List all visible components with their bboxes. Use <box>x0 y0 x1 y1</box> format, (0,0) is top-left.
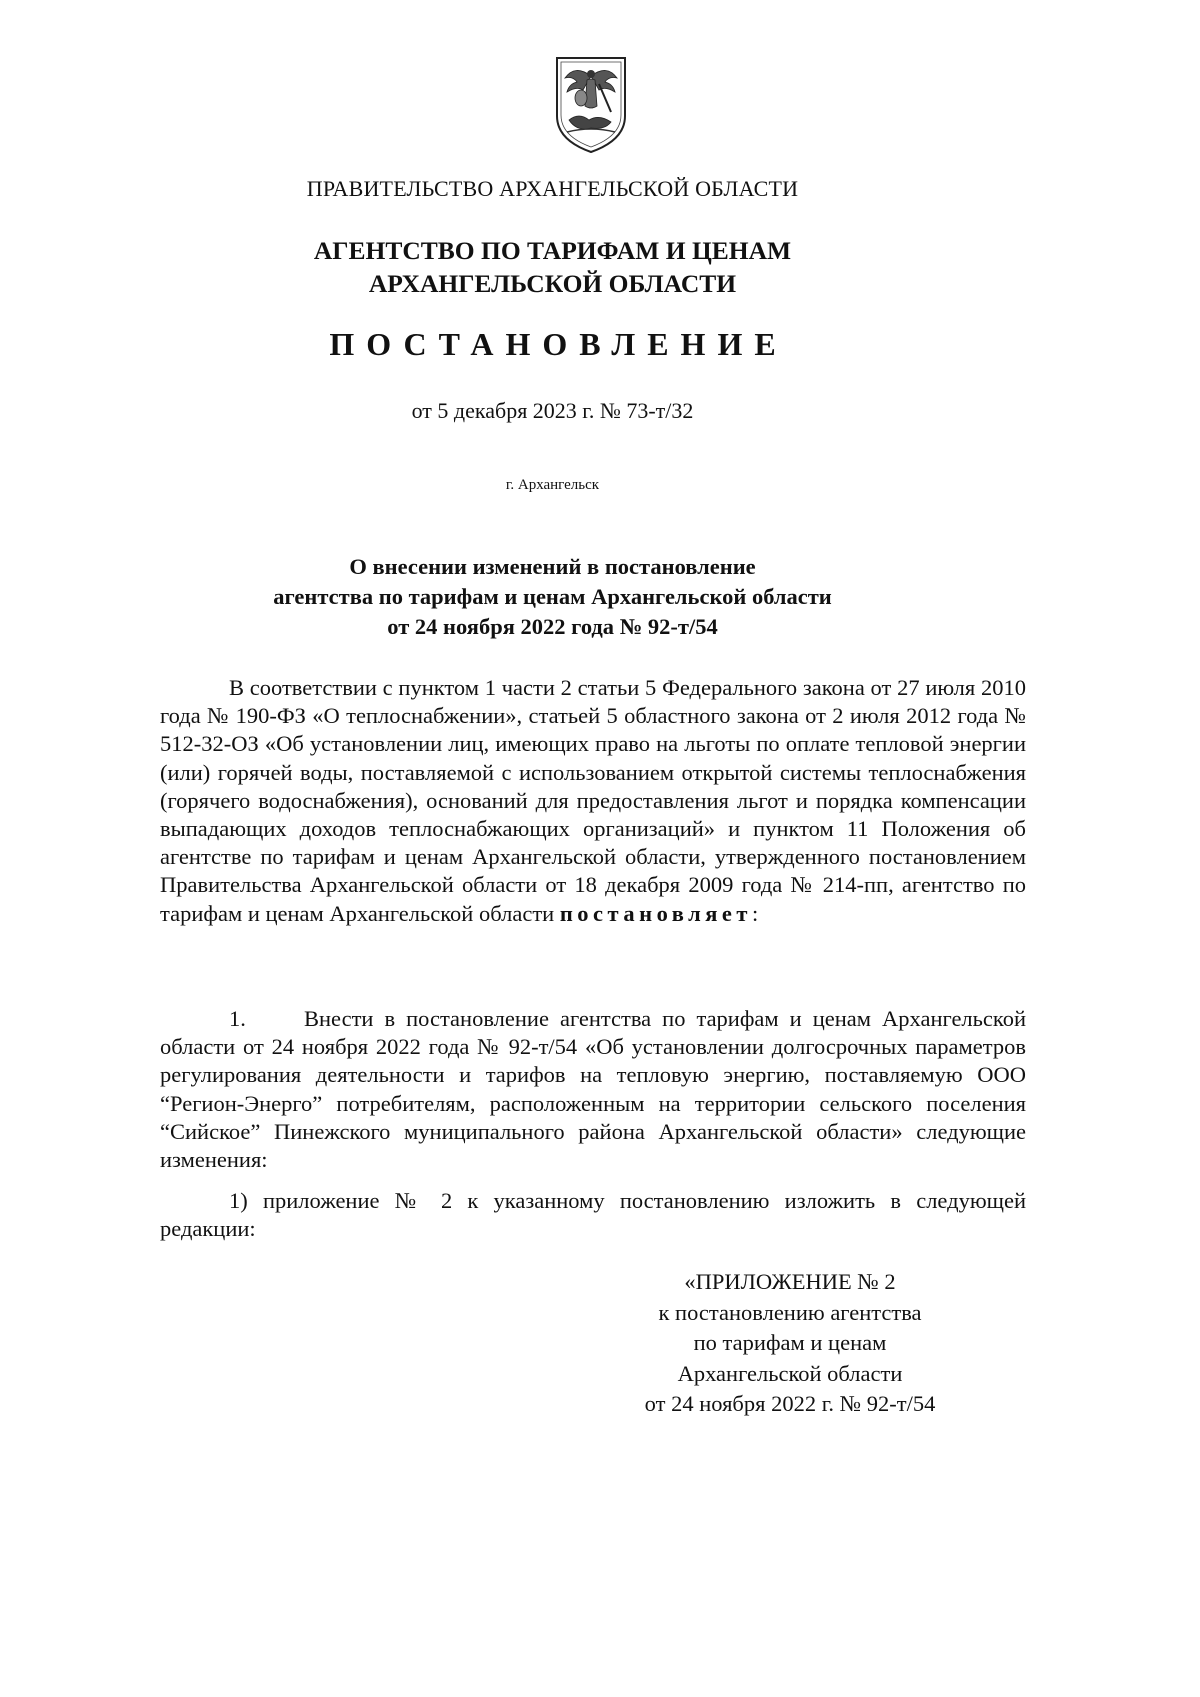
item-1-number: 1. <box>229 1006 246 1031</box>
title-line3: от 24 ноября 2022 года № 92-т/54 <box>387 614 718 639</box>
document-type: ПОСТАНОВЛЕНИЕ <box>329 326 788 362</box>
appendix-line3: по тарифам и ценам <box>693 1330 887 1355</box>
subitem-1-paragraph <box>160 1187 1026 1243</box>
agency-name-line1: АГЕНТСТВО ПО ТАРИФАМ И ЦЕНАМ <box>313 236 792 265</box>
title-line2: агентства по тарифам и ценам Архангельской области <box>273 584 832 609</box>
appendix-line1: «ПРИЛОЖЕНИЕ № 2 <box>684 1269 896 1294</box>
document-city: г. Архангельск <box>505 477 600 493</box>
subitem-1-text: 1) приложение № 2 к указанному постановлению изложить в следующей редакции: <box>160 1188 1026 1242</box>
document-date-number: от 5 декабря 2023 г. № 73-т/32 <box>411 398 694 423</box>
preamble-paragraph <box>160 674 1026 928</box>
appendix-line2: к постановлению агентства <box>658 1299 922 1325</box>
coat-of-arms-icon <box>553 54 629 154</box>
document-title <box>0 552 1105 642</box>
appendix-line4: Архангельской области <box>677 1360 903 1386</box>
item-1-text: Внести в постановление агентства по тарифам и ценам Архангельской области от 24 ноября 2022 года № 92-т/54 «Об установлении долгосрочных параметров регулирования деятельности и тарифов на тепловую энергию, поставляемую ООО “Регион-Энерго” потребителям, расположенным на территории сельского поселения “Сийское” Пинежского муниципального района Архангельской области» следующие изменения: <box>160 1006 1026 1173</box>
item-1-paragraph <box>160 1005 1026 1174</box>
decree-colon: : <box>751 900 759 926</box>
appendix-line5: от 24 ноября 2022 г. № 92-т/54 <box>644 1391 936 1416</box>
government-name: ПРАВИТЕЛЬСТВО АРХАНГЕЛЬСКОЙ ОБЛАСТИ <box>306 176 799 201</box>
decree-word: постановляет <box>559 900 752 926</box>
agency-name-line2: АРХАНГЕЛЬСКОЙ ОБЛАСТИ <box>368 269 737 298</box>
preamble-text: В соответствии с пунктом 1 части 2 статьи 5 Федерального закона от 27 июля 2010 года № 190-ФЗ «О теплоснабжении», статьей 5 областного закона от 2 июля 2012 года № 512-32-ОЗ «Об установлении лиц, имеющих право на льготы по оплате тепловой энергии (или) горячей воды, поставляемой с использованием открытой системы теплоснабжения (горячего водоснабжения), оснований для предоставления льгот и порядка компенсации выпадающих доходов теплоснабжающих организаций» и пунктом 11 Положения об агентстве по тарифам и ценам Архангельской области, утвержденного постановлением Правительства Архангельской области от 18 декабря 2009 года № 214-пп, агентство по тарифам и ценам Архангельской области <box>160 675 1026 926</box>
title-line1: О внесении изменений в постановление <box>349 554 756 579</box>
agency-name <box>0 234 1105 300</box>
appendix-heading <box>600 1267 980 1420</box>
